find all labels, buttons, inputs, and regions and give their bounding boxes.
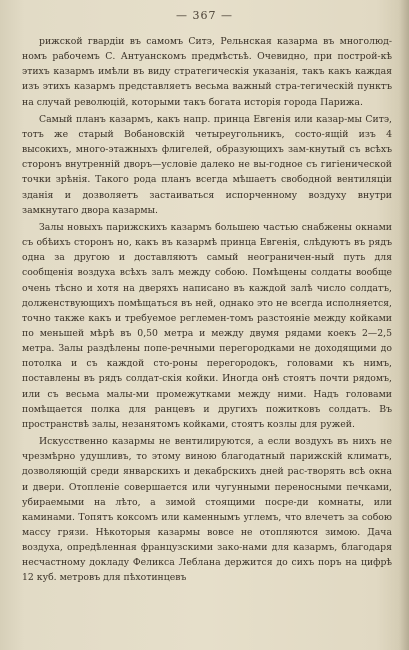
paragraph-4: Искусственно казармы не вентилируются, а если воздухъ въ нихъ не чрезмѣрно удушливъ, то этому виною благодатный парижскій климатъ, дозволяющій среди январскихъ и декабрскихъ дней рас-творять всѣ окна и двери. Отопленіе совершается или чугунными переносными печками, убираемыми на лѣто, а зимой стоящими посре-ди комнаты, или каминами. Топятъ коксомъ или каменнымъ углемъ, что влечетъ за собою массу грязи. Нѣкоторыя казармы вовсе не отопляются зимою. Дача воздуха, опредѣленная французскими зако-нами для казармъ, благодаря несчастному докладу Феликса Леблана держится до сихъ поръ на цифрѣ 12 куб. метровъ для пѣхотинцевъ <box>22 436 392 584</box>
body-text <box>22 34 392 586</box>
paragraph-3: Залы новыхъ парижскихъ казармъ большею частью снабжены окнами съ обѣихъ сторонъ но, какъ въ казармѣ принца Евгенія, слѣдуютъ въ рядъ одна за другою и доставляютъ самый неограничен-ный путь для сообщенія воздуха всѣхъ залъ между собою. Помѣщены солдаты вообще очень тѣсно и хотя на дверяхъ написано въ каждой залѣ число солдатъ, долженствующихъ помѣщаться въ ней, однако это не всегда исполняется, точно также какъ и требуемое реглемен-томъ разстояніе между койками по меньшей мѣрѣ въ 0,50 метра и между двумя рядами коекъ 2—2,5 метра. Залы раздѣлены попе-речными перегородками не доходящими до потолка и съ каждой сто-роны перегородокъ, головами къ нимъ, поставлены въ рядъ солдат-скія койки. Иногда онѣ стоятъ почти рядомъ, или съ весьма малы-ми промежутками между ними. Надъ головами помѣщается полка для ранцевъ и другихъ пожитковъ солдатъ. Въ пространствѣ залы, незанятомъ койками, стоятъ козлы для ружей. <box>22 221 392 430</box>
page-edge-shadow <box>399 0 409 650</box>
paragraph-1: рижской гвардіи въ самомъ Ситэ, Рельнская казарма въ многолюд-номъ рабочемъ С. Антуанскомъ предмѣстьѣ. Очевидно, при построй-кѣ этихъ казармъ имѣли въ виду стратегическія указанія, такъ какъ каждая изъ этихъ казармъ представляетъ весьма важный стра-тегическій пунктъ на случай революцій, которыми такъ богата исторія города Парижа. <box>22 36 392 108</box>
paragraph-2: Самый планъ казармъ, какъ напр. принца Евгенія или казар-мы Ситэ, тотъ же старый Вобановскій четыреугольникъ, состо-ящій изъ 4 высокихъ, много-этажныхъ флигелей, образующихъ зам-кнутый съ всѣхъ сторонъ внутренній дворъ—условіе далеко не вы-годное съ гигіенической точки зрѣнія. Такого рода планъ всегда мѣшаетъ свободной вентиляціи зданія и дозволяетъ застаиваться испорченному воздуху внутри замкнутаго двора казармы. <box>22 113 392 216</box>
page-number: — 367 — <box>176 9 233 22</box>
